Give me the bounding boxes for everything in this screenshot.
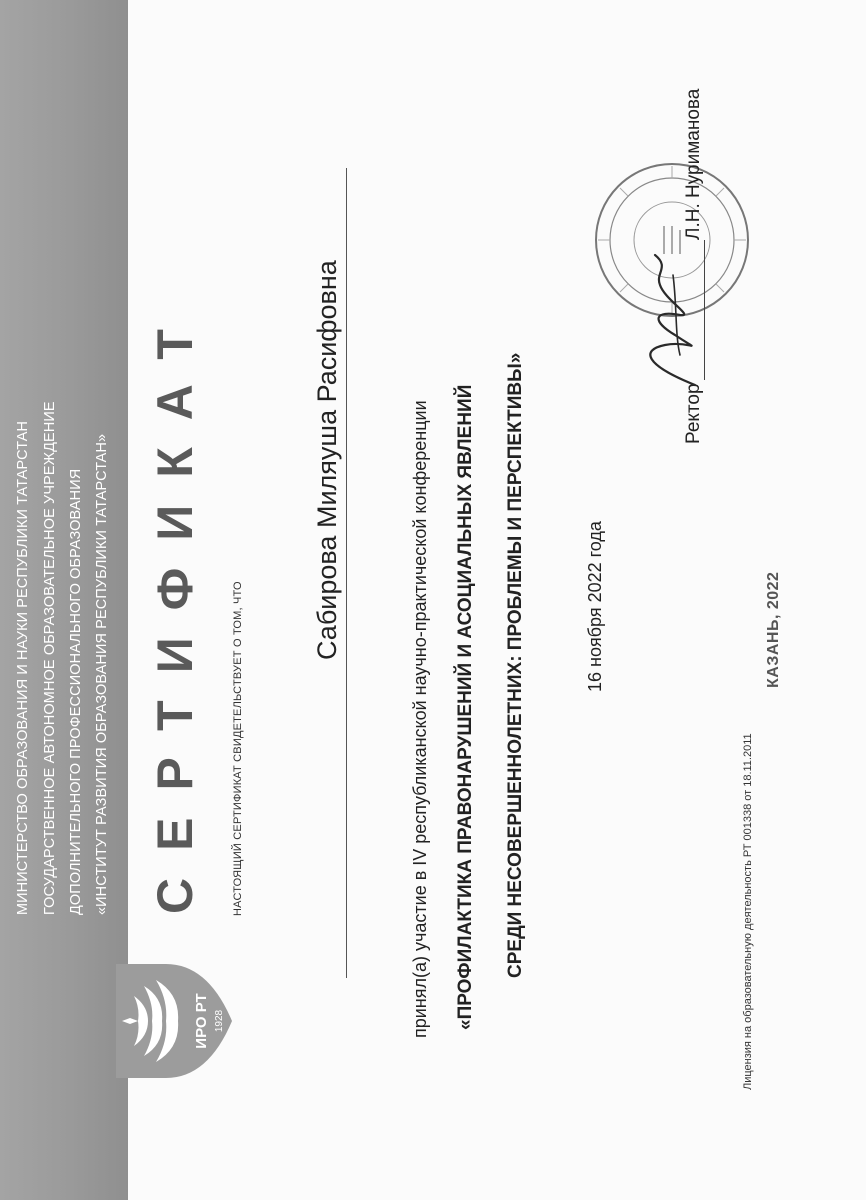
license-text: Лицензия на образовательную деятельность РТ 001338 от 18.11.2011 (742, 733, 754, 1090)
conference-topic-line-1: «ПРОФИЛАКТИКА ПРАВОНАРУШЕНИЙ И АСОЦИАЛЬНЫХ ЯВЛЕНИЙ (455, 384, 476, 1030)
certificate-title: СЕРТИФИКАТ (147, 302, 203, 914)
city-year: КАЗАНЬ, 2022 (765, 571, 782, 688)
logo-text: ИРО РТ (193, 993, 210, 1049)
participation-text: принял(а) участие в IV республиканской научно-практической конференции (410, 400, 430, 1038)
certificate-subtitle: НАСТОЯЩИЙ СЕРТИФИКАТ СВИДЕТЕЛЬСТВУЕТ О ТОМ, ЧТО (232, 581, 244, 916)
conference-topic-line-2: СРЕДИ НЕСОВЕРШЕННОЛЕТНИХ: ПРОБЛЕМЫ И ПЕРСПЕКТИВЫ» (505, 352, 526, 978)
header-line-1: МИНИСТЕРСТВО ОБРАЗОВАНИЯ И НАУКИ РЕСПУБЛИКИ ТАТАРСТАН (15, 420, 31, 915)
rector-name: Л.Н. Нуриманова (683, 88, 704, 240)
logo-year: 1928 (214, 1009, 225, 1033)
event-date: 16 ноября 2022 года (585, 521, 605, 692)
rector-signature-icon (625, 245, 715, 395)
recipient-name: Сабирова Миляуша Расифовна (312, 260, 342, 660)
rector-label: Ректор (683, 383, 704, 444)
header-line-4: «ИНСТИТУТ РАЗВИТИЯ ОБРАЗОВАНИЯ РЕСПУБЛИКИ ТАТАРСТАН» (94, 433, 110, 915)
iro-rt-logo (108, 960, 234, 1082)
header-line-3: ДОПОЛНИТЕЛЬНОГО ПРОФЕССИОНАЛЬНОГО ОБРАЗОВАНИЯ (68, 468, 84, 915)
header-line-2: ГОСУДАРСТВЕННОЕ АВТОНОМНОЕ ОБРАЗОВАТЕЛЬНОЕ УЧРЕЖДЕНИЕ (42, 401, 58, 915)
recipient-underline (346, 168, 347, 978)
